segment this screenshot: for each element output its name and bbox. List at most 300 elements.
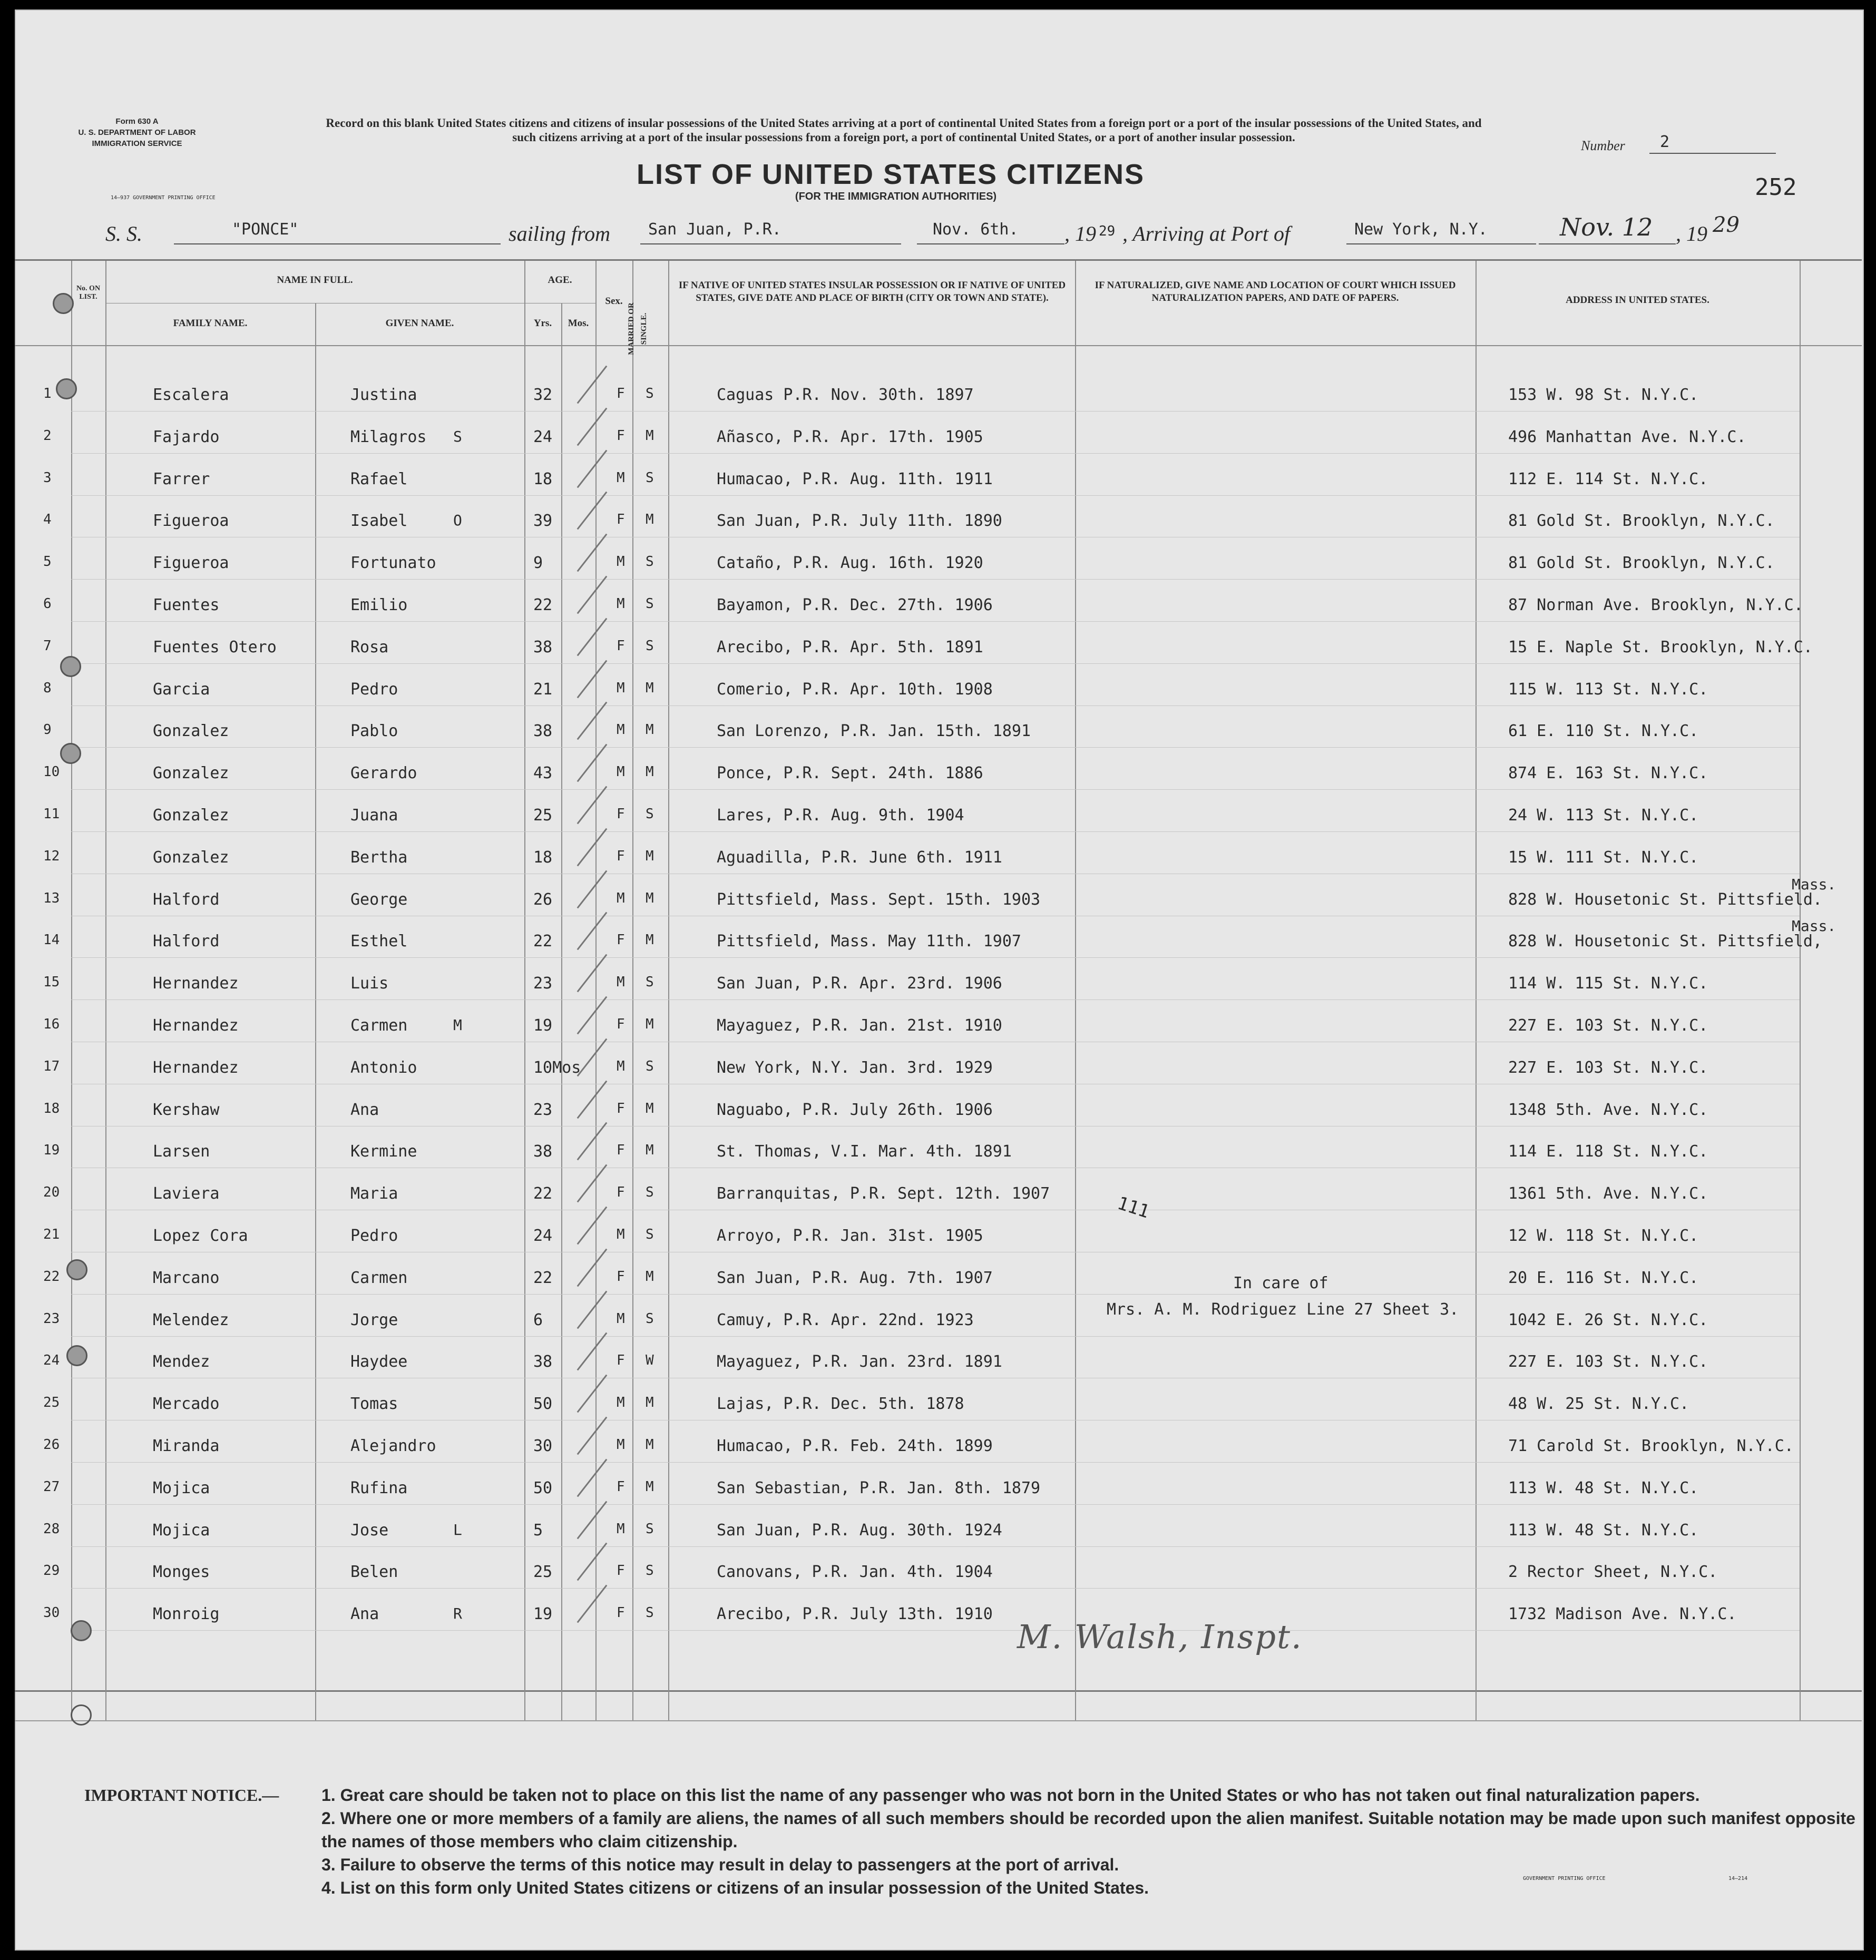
age-years: 30 [533,1437,553,1455]
sex: F [617,932,625,948]
family-name: Mercado [153,1395,220,1413]
col-rule-family [105,261,106,1720]
arrival-port: New York, N.Y. [1354,220,1488,239]
age-years: 23 [533,1101,553,1119]
given-name: Rosa [350,638,389,656]
col-header-birth: IF NATIVE OF UNITED STATES INSULAR POSSESSION OR IF NATIVE OF UNITED STATES, GIVE DATE AND PLACE OF BIRTH (CITY OR TOWN AND STATE). [678,280,1066,303]
marital-status: S [646,1311,654,1327]
age-years: 50 [533,1395,553,1413]
birth-place-date: San Juan, P.R. Aug. 30th. 1924 [717,1521,1002,1540]
family-name: Hernandez [153,1016,239,1035]
given-name: Rafael [350,470,408,488]
given-name: Alejandro [350,1437,436,1455]
birth-place-date: Cataño, P.R. Aug. 16th. 1920 [717,554,983,572]
birth-place-date: Arroyo, P.R. Jan. 31st. 1905 [717,1227,983,1245]
age-years: 43 [533,764,553,782]
row-number: 20 [43,1184,60,1200]
sex: M [617,596,625,612]
birth-place-date: Mayaguez, P.R. Jan. 21st. 1910 [717,1016,1002,1035]
row-rule [71,621,1800,622]
birth-place-date: Bayamon, P.R. Dec. 27th. 1906 [717,596,993,614]
sex: F [617,638,625,654]
row-rule [71,1294,1800,1295]
family-name: Gonzalez [153,764,229,782]
row-rule [71,579,1800,580]
marital-status: M [646,680,654,696]
given-name: Kermine [350,1142,417,1161]
given-name: Antonio [350,1059,417,1077]
birth-place-date: New York, N.Y. Jan. 3rd. 1929 [717,1059,993,1077]
family-name: Halford [153,890,220,909]
form-department: U. S. DEPARTMENT OF LABOR [78,128,196,137]
age-years: 10Mos [533,1059,581,1077]
marital-status: M [646,722,654,738]
family-name: Mojica [153,1521,210,1540]
given-name: Milagros [350,428,427,446]
marital-status: W [646,1353,654,1368]
given-name: Isabel [350,512,408,530]
marital-status: M [646,932,654,948]
address: 1042 E. 26 St. N.Y.C. [1508,1311,1708,1329]
row-rule [71,1336,1800,1337]
birth-place-date: Mayaguez, P.R. Jan. 23rd. 1891 [717,1353,1002,1371]
age-years: 18 [533,848,553,867]
sex: F [617,1016,625,1032]
sex: F [617,512,625,527]
col-rule-address [1476,261,1477,1720]
age-years: 50 [533,1479,553,1497]
col-rule-sex [595,261,597,1720]
marital-status: S [646,638,654,654]
family-name: Larsen [153,1142,210,1161]
family-name: Escalera [153,386,229,404]
marital-status: M [646,428,654,444]
birth-place-date: Humacao, P.R. Feb. 24th. 1899 [717,1437,993,1455]
sailing-label: sailing from [509,222,610,246]
col-rule-age [524,261,525,1720]
age-years: 22 [533,1269,553,1287]
row-number: 5 [43,554,52,570]
sex: M [617,470,625,486]
family-name: Lopez Cora [153,1227,248,1245]
row-number: 25 [43,1395,60,1410]
row-rule [71,957,1800,958]
page-number: 252 [1755,174,1797,201]
address: 24 W. 113 St. N.Y.C. [1508,806,1699,825]
sex: F [617,1605,625,1621]
sex: M [617,974,625,990]
row-number: 13 [43,890,60,906]
row-number: 14 [43,932,60,948]
notice-heading: IMPORTANT NOTICE.— [84,1786,279,1805]
row-number: 8 [43,680,52,696]
page-subtitle: (FOR THE IMMIGRATION AUTHORITIES) [795,191,997,202]
address: 48 W. 25 St. N.Y.C. [1508,1395,1689,1413]
family-name: Farrer [153,470,210,488]
family-name: Garcia [153,680,210,699]
row-rule [71,1504,1800,1505]
family-name: Mendez [153,1353,210,1371]
number-label: Number [1581,138,1625,153]
address: 87 Norman Ave. Brooklyn, N.Y.C. [1508,596,1803,614]
sex: F [617,1101,625,1116]
marital-status: M [646,1269,654,1285]
birth-place-date: Ponce, P.R. Sept. 24th. 1886 [717,764,983,782]
col-rule-end [1800,261,1801,1720]
age-years: 38 [533,638,553,656]
row-number: 6 [43,596,52,612]
given-name: Pedro [350,680,398,699]
number-underline [1649,153,1776,154]
sex: F [617,386,625,401]
given-name: Esthel [350,932,408,950]
given-name: Haydee [350,1353,408,1371]
birth-place-date: Lajas, P.R. Dec. 5th. 1878 [717,1395,964,1413]
age-years: 38 [533,722,553,740]
marital-status: S [646,386,654,401]
age-years: 32 [533,386,553,404]
row-rule [71,1546,1800,1547]
family-name: Fuentes Otero [153,638,277,656]
birth-place-date: Aguadilla, P.R. June 6th. 1911 [717,848,1002,867]
birth-place-date: Añasco, P.R. Apr. 17th. 1905 [717,428,983,446]
row-number: 23 [43,1311,60,1327]
age-years: 24 [533,428,553,446]
address: 2 Rector Sheet, N.Y.C. [1508,1563,1718,1581]
col-rule-naturalized [1075,261,1076,1720]
row-number: 24 [43,1353,60,1368]
arrival-year-label: , 19 [1676,222,1707,246]
birth-place-date: San Juan, P.R. Apr. 23rd. 1906 [717,974,1002,993]
col-header-married: MARRIED OR SINGLE. [627,302,648,355]
row-rule [71,495,1800,496]
address: 114 E. 118 St. N.Y.C. [1508,1142,1708,1161]
given-name: Ana [350,1605,379,1623]
arriving-label: , Arriving at Port of [1122,222,1291,246]
row-number: 11 [43,806,60,822]
marital-status: S [646,1059,654,1074]
age-years: 22 [533,1184,553,1203]
family-name: Laviera [153,1184,220,1203]
port-underline [1346,243,1536,244]
address: 113 W. 48 St. N.Y.C. [1508,1479,1699,1497]
address: 12 W. 118 St. N.Y.C. [1508,1227,1699,1245]
birth-place-date: Arecibo, P.R. Apr. 5th. 1891 [717,638,983,656]
sex: F [617,848,625,864]
row-number: 17 [43,1059,60,1074]
address: 115 W. 113 St. N.Y.C. [1508,680,1708,699]
sex: F [617,1184,625,1200]
sex: M [617,1311,625,1327]
family-name: Hernandez [153,974,239,993]
marital-status: S [646,470,654,486]
row-number: 7 [43,638,52,654]
marital-status: M [646,1437,654,1453]
page-title: LIST OF UNITED STATES CITIZENS [637,159,1145,190]
col-header-address: ADDRESS IN UNITED STATES. [1566,295,1709,306]
marital-status: S [646,1563,654,1579]
birth-place-date: Lares, P.R. Aug. 9th. 1904 [717,806,964,825]
address: 15 W. 111 St. N.Y.C. [1508,848,1699,867]
sex: F [617,428,625,444]
marital-status: S [646,1184,654,1200]
arrival-underline [1539,243,1676,244]
row-number: 22 [43,1269,60,1285]
address: 227 E. 103 St. N.Y.C. [1508,1016,1708,1035]
punch-hole [60,743,81,764]
col-rule-given [315,303,316,1720]
marital-status: S [646,806,654,822]
sex: F [617,1269,625,1285]
birth-place-date: San Juan, P.R. July 11th. 1890 [717,512,1002,530]
col-header-yrs: Yrs. [533,318,552,329]
address: 15 E. Naple St. Brooklyn, N.Y.C. [1508,638,1813,656]
middle-initial: O [453,512,462,529]
row-rule [71,453,1800,454]
address: 1348 5th. Ave. N.Y.C. [1508,1101,1708,1119]
birth-place-date: Pittsfield, Mass. May 11th. 1907 [717,932,1021,950]
birth-place-date: St. Thomas, V.I. Mar. 4th. 1891 [717,1142,1012,1161]
row-number: 18 [43,1101,60,1116]
sex: M [617,722,625,738]
age-years: 38 [533,1142,553,1161]
notice-item: 4. List on this form only United States citizens or citizens of an insular possession of the United States. [321,1878,1149,1897]
family-name: Gonzalez [153,806,229,825]
row-number: 29 [43,1563,60,1579]
col-rule-no [71,261,72,1720]
row-rule [71,1462,1800,1463]
birth-place-date: Arecibo, P.R. July 13th. 1910 [717,1605,993,1623]
row-number: 26 [43,1437,60,1453]
row-rule [71,999,1800,1000]
sex: F [617,1479,625,1495]
sex: F [617,1353,625,1368]
age-years: 23 [533,974,553,993]
address: 112 E. 114 St. N.Y.C. [1508,470,1708,488]
table-bottom-rule [15,1690,1862,1692]
row-number: 2 [43,428,52,444]
birth-place-date: San Sebastian, P.R. Jan. 8th. 1879 [717,1479,1041,1497]
ship-underline [174,243,501,244]
family-name: Hernandez [153,1059,239,1077]
sex: M [617,1521,625,1537]
middle-initial: M [453,1016,462,1034]
address: 828 W. Housetonic St. Pittsfield, [1508,932,1823,950]
form-number: Form 630 A [115,117,159,126]
sex: F [617,1563,625,1579]
given-name: Pablo [350,722,398,740]
notice-item: 3. Failure to observe the terms of this notice may result in delay to passengers at the port of arrival. [321,1855,1119,1874]
given-name: Bertha [350,848,408,867]
marital-status: S [646,974,654,990]
given-name: Maria [350,1184,398,1203]
ss-label: S. S. [105,222,142,246]
given-name: Justina [350,386,417,404]
sex: M [617,554,625,570]
form-identifier [53,116,221,149]
age-years: 25 [533,806,553,825]
middle-initial: S [453,428,462,445]
record-instructions: Record on this blank United States citizens and citizens of insular possessions of the United States arriving at a port of continental United States from a foreign port or a port of the insular possessions of the United States, and such citizens arriving at a port of the insular possessions from a foreign port, a port of continental United States, or a port of another insular possession. [326,116,1482,144]
address: 71 Carold St. Brooklyn, N.Y.C. [1508,1437,1794,1455]
table-top-rule [15,259,1862,261]
birth-place-date: Canovans, P.R. Jan. 4th. 1904 [717,1563,993,1581]
notice-item: 2. Where one or more members of a family are aliens, the names of all such members should be recorded upon the alien manifest. Suitable notation may be made upon such manifest opposite the names of those members who claim citizenship. [321,1809,1855,1851]
age-years: 9 [533,554,543,572]
birth-place-date: Naguabo, P.R. July 26th. 1906 [717,1101,993,1119]
col-rule-married [632,261,633,1720]
family-name: Gonzalez [153,722,229,740]
marital-status: S [646,554,654,570]
given-name: Jorge [350,1311,398,1329]
sex: M [617,890,625,906]
middle-initial: R [453,1605,462,1622]
marital-status: M [646,1101,654,1116]
table-foot-rule [15,1720,1862,1721]
marital-status: M [646,1142,654,1158]
row-number: 21 [43,1227,60,1242]
given-name: Juana [350,806,398,825]
row-rule [71,663,1800,664]
given-name: Gerardo [350,764,417,782]
departure-underline [640,243,901,244]
family-name: Fuentes [153,596,220,614]
row-number: 30 [43,1605,60,1621]
given-name: Rufina [350,1479,408,1497]
birth-place-date: San Lorenzo, P.R. Jan. 15th. 1891 [717,722,1031,740]
punch-hole [56,378,77,399]
address: 828 W. Housetonic St. Pittsfield. [1508,890,1823,909]
marital-status: M [646,1395,654,1410]
departure-date: Nov. 6th. [933,220,1019,239]
col-header-no: No. ON LIST. [76,285,101,301]
family-name: Figueroa [153,512,229,530]
given-name: Jose [350,1521,389,1540]
marital-status: S [646,1605,654,1621]
row-number: 19 [43,1142,60,1158]
family-name: Fajardo [153,428,220,446]
punch-hole [60,656,81,677]
family-name: Halford [153,932,220,950]
row-rule [71,789,1800,790]
in-care-of-name: Mrs. A. M. Rodriguez Line 27 Sheet 3. [1107,1300,1459,1319]
birth-place-date: Barranquitas, P.R. Sept. 12th. 1907 [717,1184,1050,1203]
row-number: 9 [43,722,52,738]
form-service: IMMIGRATION SERVICE [92,139,182,148]
row-rule [71,747,1800,748]
in-care-of-label: In care of [1233,1274,1328,1292]
date-underline [917,243,1064,244]
birth-place-date: San Juan, P.R. Aug. 7th. 1907 [717,1269,993,1287]
address: 20 E. 116 St. N.Y.C. [1508,1269,1699,1287]
address: 1732 Madison Ave. N.Y.C. [1508,1605,1737,1623]
family-name: Figueroa [153,554,229,572]
row-number: 15 [43,974,60,990]
family-name: Kershaw [153,1101,220,1119]
age-years: 26 [533,890,553,909]
address: 81 Gold St. Brooklyn, N.Y.C. [1508,512,1775,530]
row-rule [71,1630,1800,1631]
row-number: 12 [43,848,60,864]
age-years: 39 [533,512,553,530]
address-note: Mass. [1792,876,1836,893]
sex: M [617,1227,625,1242]
row-number: 4 [43,512,52,527]
address: 114 W. 115 St. N.Y.C. [1508,974,1708,993]
arrival-date: Nov. 12 [1560,213,1653,241]
gpo-mark: GOVERNMENT PRINTING OFFICE [1523,1876,1606,1881]
marital-status: M [646,764,654,780]
age-years: 38 [533,1353,553,1371]
age-years: 22 [533,596,553,614]
address: 113 W. 48 St. N.Y.C. [1508,1521,1699,1540]
address: 496 Manhattan Ave. N.Y.C. [1508,428,1746,446]
ship-name: "PONCE" [232,220,299,239]
birth-place-date: Pittsfield, Mass. Sept. 15th. 1903 [717,890,1041,909]
given-name: Pedro [350,1227,398,1245]
given-name: Tomas [350,1395,398,1413]
col-header-mos: Mos. [568,318,589,329]
given-name: George [350,890,408,909]
sex: M [617,764,625,780]
marital-status: M [646,512,654,527]
punch-hole [53,293,74,314]
address: 227 E. 103 St. N.Y.C. [1508,1353,1708,1371]
marital-status: M [646,890,654,906]
departure-port: San Juan, P.R. [648,220,781,239]
family-name: Monroig [153,1605,220,1623]
row-number: 3 [43,470,52,486]
col-header-family: FAMILY NAME. [173,318,248,329]
punch-hole [71,1620,92,1641]
sex: M [617,1395,625,1410]
age-years: 21 [533,680,553,699]
row-rule [71,831,1800,832]
address: 227 E. 103 St. N.Y.C. [1508,1059,1708,1077]
age-years: 22 [533,932,553,950]
given-name: Fortunato [350,554,436,572]
age-years: 19 [533,1016,553,1035]
row-rule [71,1588,1800,1589]
family-name: Melendez [153,1311,229,1329]
family-name: Monges [153,1563,210,1581]
given-name: Ana [350,1101,379,1119]
list-number: 2 [1660,133,1670,151]
birth-place-date: Camuy, P.R. Apr. 22nd. 1923 [717,1311,974,1329]
row-number: 16 [43,1016,60,1032]
punch-hole [66,1345,87,1366]
given-name: Belen [350,1563,398,1581]
birth-place-date: Caguas P.R. Nov. 30th. 1897 [717,386,974,404]
given-name: Emilio [350,596,408,614]
punch-hole [71,1704,92,1726]
age-years: 24 [533,1227,553,1245]
col-header-naturalized: IF NATURALIZED, GIVE NAME AND LOCATION OF COURT WHICH ISSUED NATURALIZATION PAPERS, AND DATE OF PAPERS. [1095,280,1456,303]
form-code: 14—214 [1728,1876,1748,1881]
col-rule-mos [561,303,562,1720]
sex: M [617,680,625,696]
departure-year: 29 [1099,223,1116,239]
row-number: 10 [43,764,60,780]
age-years: 6 [533,1311,543,1329]
col-header-age: AGE. [548,275,572,286]
marital-status: S [646,1521,654,1537]
family-name: Marcano [153,1269,220,1287]
family-name: Mojica [153,1479,210,1497]
row-number: 1 [43,386,52,401]
address: 153 W. 98 St. N.Y.C. [1508,386,1699,404]
col-header-given: GIVEN NAME. [385,318,454,329]
